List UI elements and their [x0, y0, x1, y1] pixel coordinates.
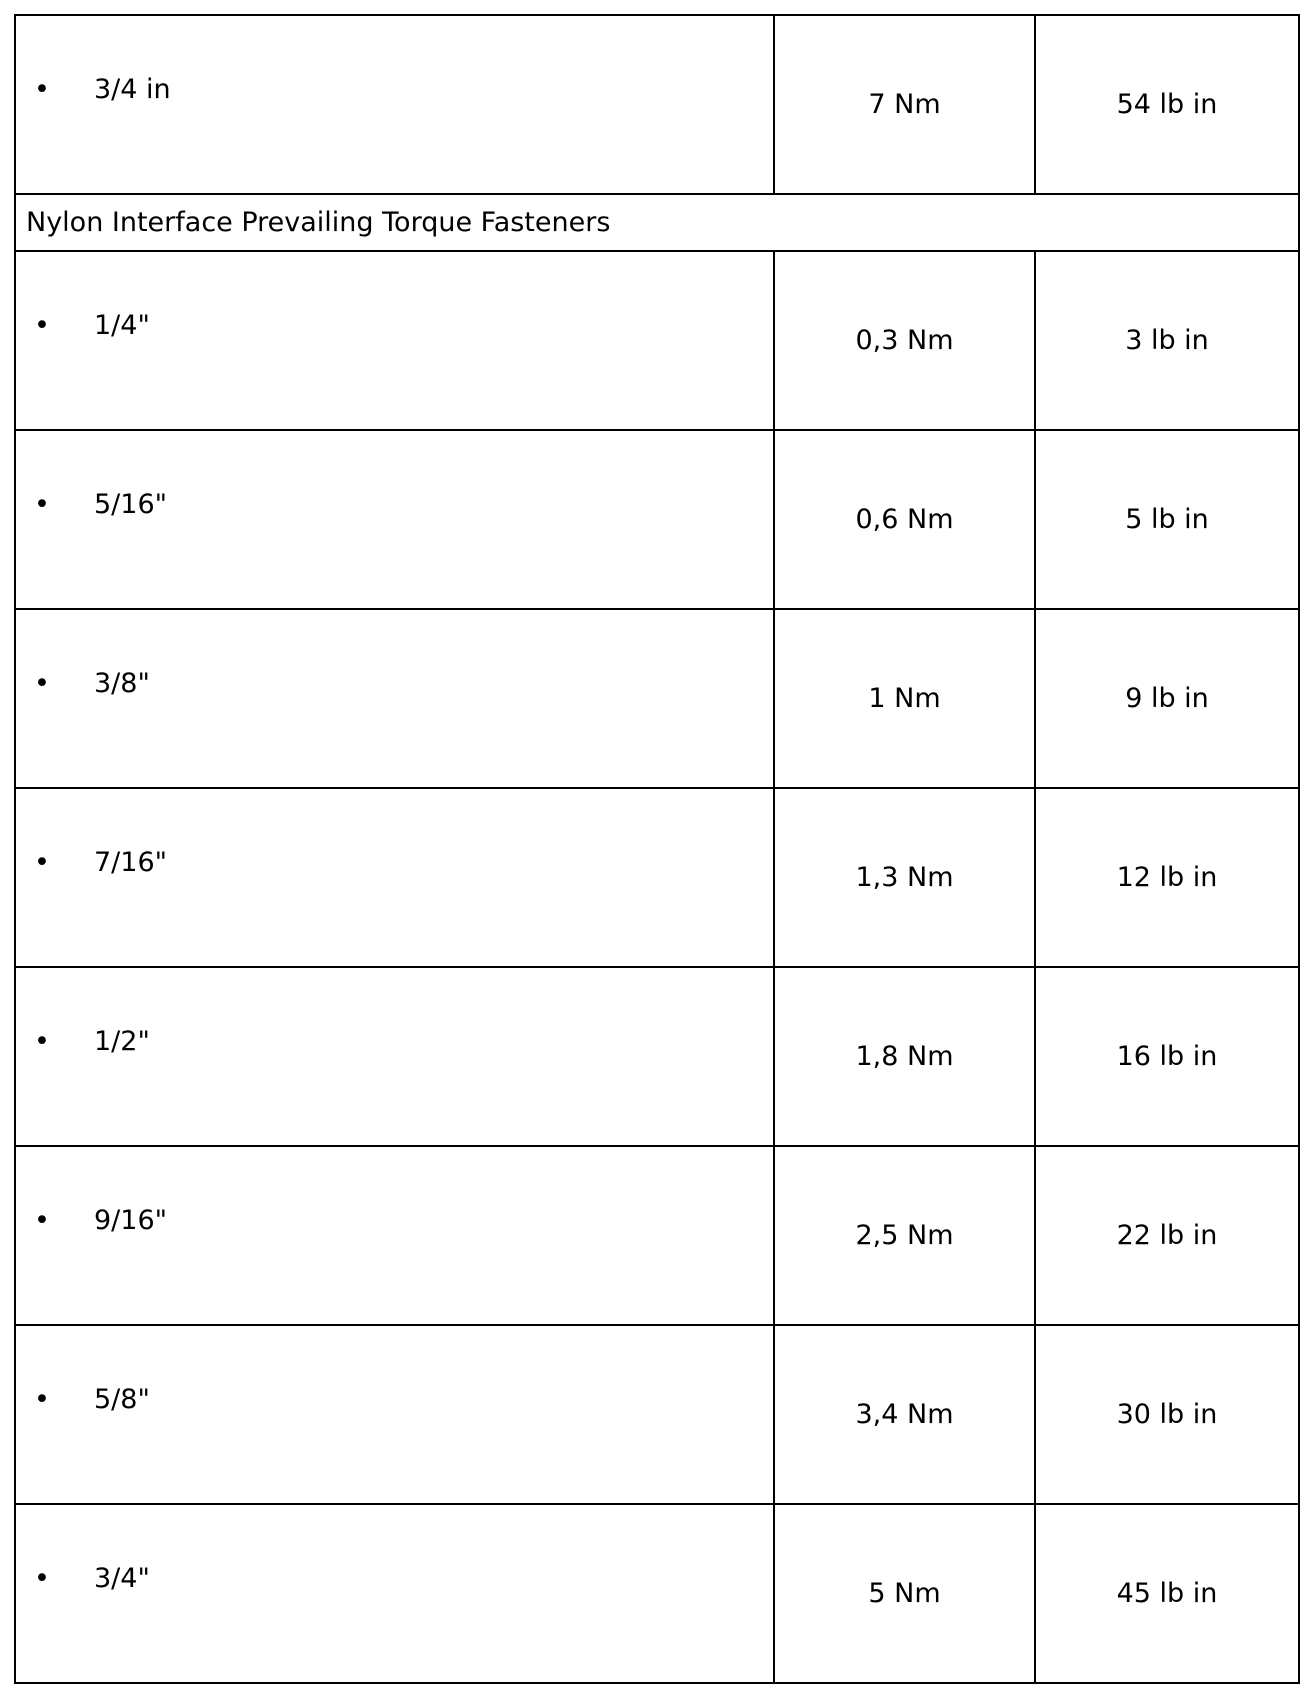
metric-torque: 5 Nm	[774, 1504, 1035, 1683]
metric-torque: 0,6 Nm	[774, 430, 1035, 609]
imperial-torque: 9 lb in	[1035, 609, 1299, 788]
fastener-size-cell	[15, 1146, 774, 1325]
fastener-size: 1/4"	[94, 310, 150, 341]
table-row	[15, 1504, 1299, 1683]
imperial-torque: 22 lb in	[1035, 1146, 1299, 1325]
table-row	[15, 609, 1299, 788]
imperial-torque: 12 lb in	[1035, 788, 1299, 967]
bullet-dot-icon: •	[34, 1026, 50, 1057]
fastener-size-cell	[15, 609, 774, 788]
bullet-dot-icon: •	[34, 489, 50, 520]
fastener-size-cell	[15, 15, 774, 194]
fastener-size: 5/16"	[94, 489, 168, 520]
table-row	[15, 430, 1299, 609]
bullet-dot-icon: •	[34, 1384, 50, 1415]
section-title: Nylon Interface Prevailing Torque Fasteners	[15, 194, 1299, 251]
table-row	[15, 788, 1299, 967]
table-row	[15, 1146, 1299, 1325]
fastener-size-cell	[15, 1504, 774, 1683]
fastener-size: 3/4 in	[94, 74, 171, 105]
fastener-size-cell	[15, 788, 774, 967]
fastener-size-cell	[15, 251, 774, 430]
fastener-size: 9/16"	[94, 1205, 168, 1236]
imperial-torque: 54 lb in	[1035, 15, 1299, 194]
fastener-size: 7/16"	[94, 847, 168, 878]
imperial-torque: 30 lb in	[1035, 1325, 1299, 1504]
fastener-size: 5/8"	[94, 1384, 150, 1415]
imperial-torque: 3 lb in	[1035, 251, 1299, 430]
fastener-size: 1/2"	[94, 1026, 150, 1057]
section-header-row	[15, 194, 1299, 251]
fastener-size-cell	[15, 967, 774, 1146]
bullet-dot-icon: •	[34, 310, 50, 341]
bullet-dot-icon: •	[34, 847, 50, 878]
fastener-size: 3/4"	[94, 1563, 150, 1594]
torque-table	[14, 14, 1300, 1684]
fastener-size: 3/8"	[94, 668, 150, 699]
bullet-dot-icon: •	[34, 668, 50, 699]
fastener-size-cell	[15, 1325, 774, 1504]
metric-torque: 1,3 Nm	[774, 788, 1035, 967]
metric-torque: 0,3 Nm	[774, 251, 1035, 430]
metric-torque: 1,8 Nm	[774, 967, 1035, 1146]
table-row	[15, 967, 1299, 1146]
metric-torque: 2,5 Nm	[774, 1146, 1035, 1325]
table-row	[15, 251, 1299, 430]
bullet-dot-icon: •	[34, 1205, 50, 1236]
bullet-dot-icon: •	[34, 1563, 50, 1594]
imperial-torque: 5 lb in	[1035, 430, 1299, 609]
table-row	[15, 1325, 1299, 1504]
imperial-torque: 16 lb in	[1035, 967, 1299, 1146]
imperial-torque: 45 lb in	[1035, 1504, 1299, 1683]
metric-torque: 3,4 Nm	[774, 1325, 1035, 1504]
metric-torque: 1 Nm	[774, 609, 1035, 788]
fastener-size-cell	[15, 430, 774, 609]
bullet-dot-icon: •	[34, 74, 50, 105]
metric-torque: 7 Nm	[774, 15, 1035, 194]
table-row	[15, 15, 1299, 194]
